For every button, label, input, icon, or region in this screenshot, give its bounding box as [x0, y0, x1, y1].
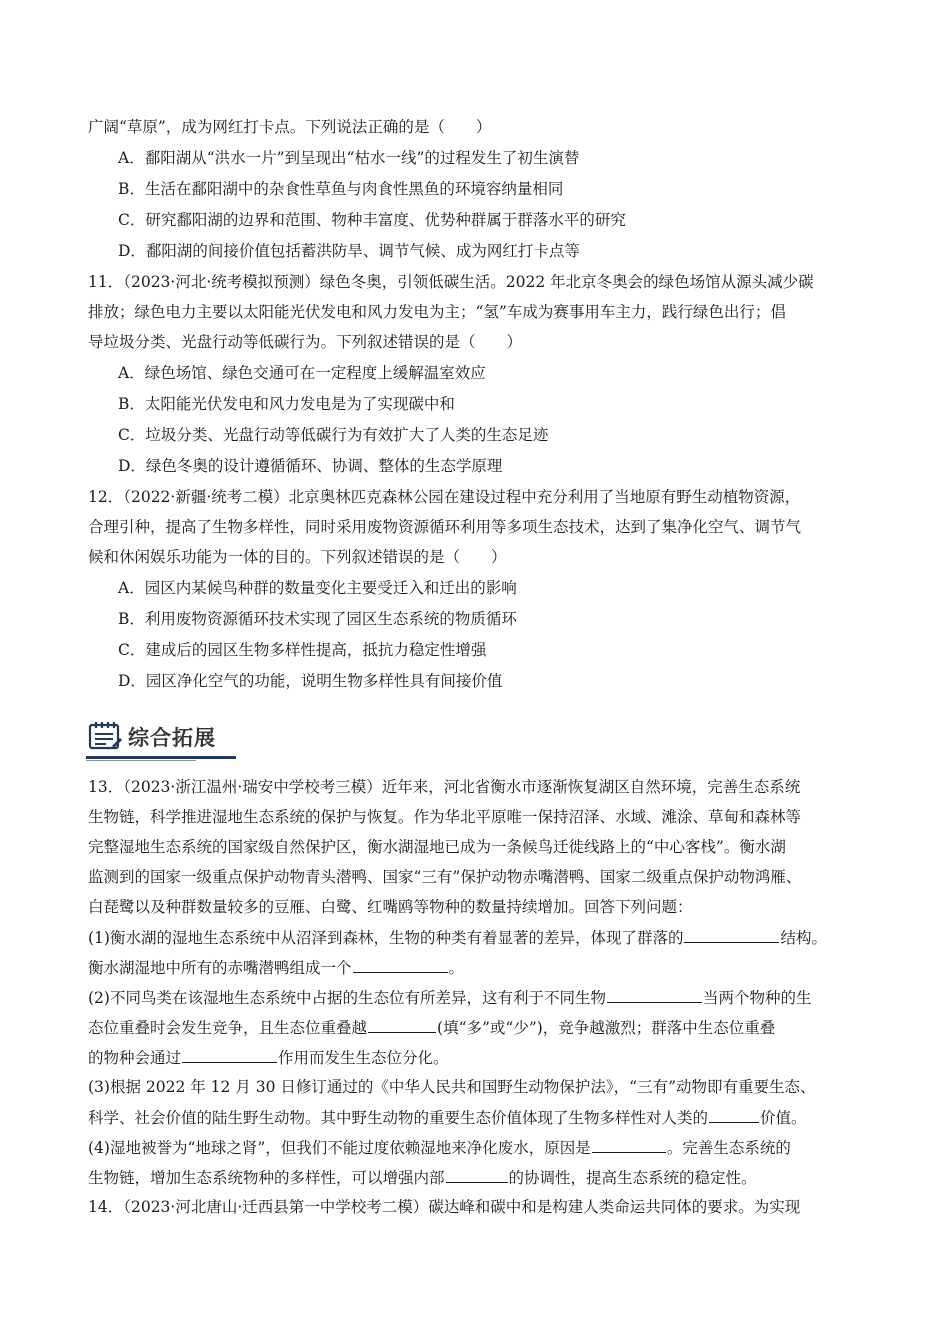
part-2-text: 作用而发生生态位分化。: [278, 1049, 449, 1067]
question-12-stem-line: 12．（2022·新疆·统考二模）北京奥林匹克森林公园在建设过程中充分利用了当地原有野生动植物资源，: [88, 488, 801, 506]
question-13-part-4: [88, 1137, 791, 1158]
notepad-icon: [88, 720, 122, 750]
answer-blank[interactable]: [368, 1017, 436, 1033]
question-10-option-d: D．鄱阳湖的间接价值包括蓄洪防旱、调节气候、成为网红打卡点等: [118, 242, 580, 260]
answer-blank[interactable]: [446, 1167, 508, 1183]
question-13-part-3-cont: [88, 1107, 807, 1128]
question-10-stem: 广阔“草原”，成为网红打卡点。下列说法正确的是（ ）: [88, 118, 492, 136]
question-13-intro-line: 完整湿地生态系统的国家级自然保护区，衡水湖湿地已成为一条候鸟迁徙线路上的“中心客栈”。衡水湖: [88, 838, 786, 856]
part-2-text: 态位重叠时会发生竞争，且生态位重叠越: [88, 1019, 368, 1037]
part-1-text: 。: [448, 959, 465, 977]
question-13-part-2-cont: [88, 1017, 775, 1038]
question-11-stem-line: 排放；绿色电力主要以太阳能光伏发电和风力发电为主；“氢”车成为赛事用车主力，践行绿色出行；倡: [88, 303, 786, 321]
question-11-option-b: B．太阳能光伏发电和风力发电是为了实现碳中和: [118, 395, 455, 413]
question-13-intro-line: 白琵鹭以及种群数量较多的豆雁、白鹭、红嘴鸥等物种的数量持续增加。回答下列问题：: [88, 898, 693, 916]
question-12-option-b: B．利用废物资源循环技术实现了园区生态系统的物质循环: [118, 610, 517, 628]
section-header: [86, 716, 236, 764]
question-12-stem-line: 合理引种，提高了生物多样性，同时采用废物资源循环利用等多项生态技术，达到了集净化空气、调节气: [88, 518, 802, 536]
question-12-option-c: C．建成后的园区生物多样性提高，抵抗力稳定性增强: [118, 641, 487, 659]
part-2-text: 的物种会通过: [88, 1049, 182, 1067]
answer-blank[interactable]: [182, 1047, 277, 1063]
part-4-text: (4)湿地被誉为“地球之肾”，但我们不能过度依赖湿地来净化废水，原因是: [88, 1139, 591, 1157]
question-11-option-c: C．垃圾分类、光盘行动等低碳行为有效扩大了人类的生态足迹: [118, 426, 549, 444]
question-10-option-a: A．鄱阳湖从“洪水一片”到呈现出“枯水一线”的过程发生了初生演替: [118, 149, 580, 167]
question-14-stem-line: 14．（2023·河北唐山·迁西县第一中学校考二模）碳达峰和碳中和是构建人类命运共同体的要求。为实现: [88, 1198, 801, 1216]
question-12-stem-line: 候和休闲娱乐功能为一体的目的。下列叙述错误的是（ ）: [88, 548, 507, 566]
question-13-part-2-cont: [88, 1047, 449, 1068]
answer-blank[interactable]: [709, 1107, 759, 1123]
question-13-part-4-cont: [88, 1167, 757, 1188]
part-4-text: 。完善生态系统的: [666, 1139, 791, 1157]
question-10-option-b: B．生活在鄱阳湖中的杂食性草鱼与肉食性黑鱼的环境容纳量相同: [118, 180, 564, 198]
part-4-text: 生物链，增加生态系统物种的多样性，可以增强内部: [88, 1169, 445, 1187]
part-3-text: 价值。: [760, 1109, 807, 1127]
question-13-part-2: [88, 987, 811, 1008]
part-2-text: (2)不同鸟类在该湿地生态系统中占据的生态位有所差异，这有利于不同生物: [88, 989, 606, 1007]
question-11-stem-line: 11．（2023·河北·统考模拟预测）绿色冬奥，引领低碳生活。2022 年北京冬奥会的绿色场馆从源头减少碳: [88, 273, 814, 291]
part-1-text: 衡水湖湿地中所有的赤嘴潜鸭组成一个: [88, 959, 352, 977]
part-2-text: (填“多”或“少”)，竞争越激烈；群落中生态位重叠: [437, 1019, 776, 1037]
answer-blank[interactable]: [592, 1137, 666, 1153]
question-12-option-d: D．园区净化空气的功能，说明生物多样性具有间接价值: [118, 672, 503, 690]
question-13-part-1-cont: [88, 957, 464, 978]
part-1-text: (1)衡水湖的湿地生态系统中从沼泽到森林，生物的种类有着显著的差异，体现了群落的: [88, 929, 684, 947]
answer-blank[interactable]: [353, 957, 448, 973]
question-10-option-c: C．研究鄱阳湖的边界和范围、物种丰富度、优势种群属于群落水平的研究: [118, 211, 626, 229]
answer-blank[interactable]: [684, 927, 779, 943]
question-13-intro-line: 生物链，科学推进湿地生态系统的保护与恢复。作为华北平原唯一保持沼泽、水域、滩涂、草甸和森林等: [88, 808, 802, 826]
question-11-option-a: A．绿色场馆、绿色交通可在一定程度上缓解温室效应: [118, 364, 486, 382]
question-13-intro-line: 监测到的国家一级重点保护动物青头潜鸭、国家“三有”保护动物赤嘴潜鸭、国家二级重点保护动物鸿雁、: [88, 868, 802, 886]
part-4-text: 的协调性，提高生态系统的稳定性。: [508, 1169, 757, 1187]
section-underline: [86, 756, 236, 759]
question-13-part-1: [88, 927, 827, 948]
part-1-text: 结构。: [780, 929, 827, 947]
part-3-text: 科学、社会价值的陆生野生动物。其中野生动物的重要生态价值体现了生物多样性对人类的: [88, 1109, 709, 1127]
question-11-stem-line: 导垃圾分类、光盘行动等低碳行为。下列叙述错误的是（ ）: [88, 333, 523, 351]
part-2-text: 当两个物种的生: [702, 989, 812, 1007]
question-13-part-3: (3)根据 2022 年 12 月 30 日修订通过的《中华人民共和国野生动物保护法》，“三有”动物即有重要生态、: [88, 1078, 816, 1096]
section-underline-thin: [86, 760, 196, 761]
answer-blank[interactable]: [607, 987, 702, 1003]
question-13-intro-line: 13．（2023·浙江温州·瑞安中学校考三模）近年来，河北省衡水市逐渐恢复湖区自然环境，完善生态系统: [88, 778, 801, 796]
section-title: 综合拓展: [128, 726, 216, 750]
question-11-option-d: D．绿色冬奥的设计遵循循环、协调、整体的生态学原理: [118, 457, 503, 475]
question-12-option-a: A．园区内某候鸟种群的数量变化主要受迁入和迁出的影响: [118, 579, 517, 597]
